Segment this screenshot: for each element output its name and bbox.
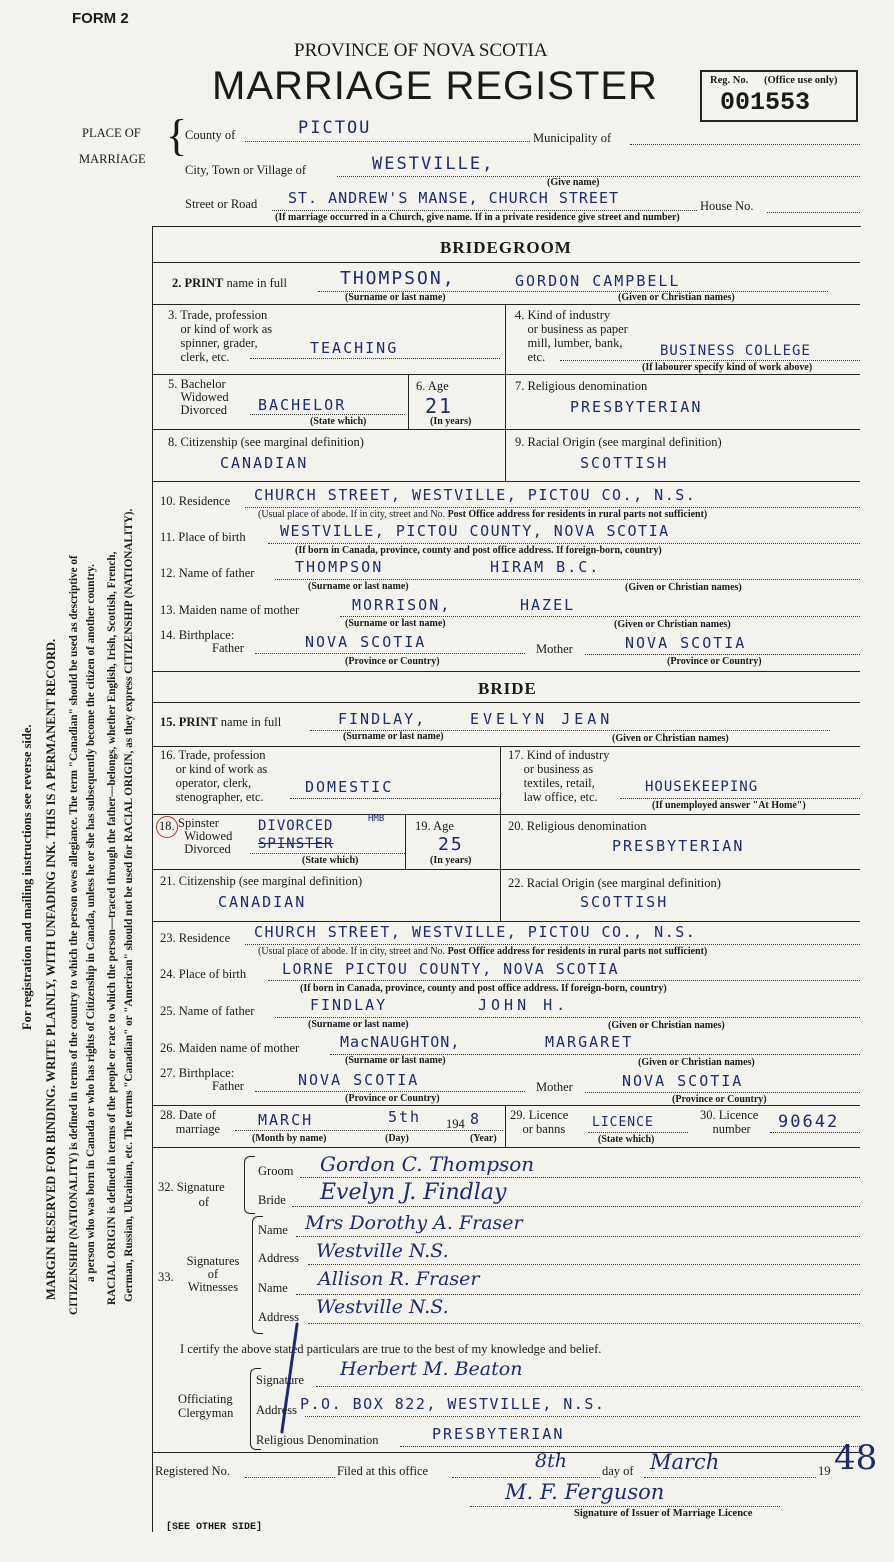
margin-line-4: a person who was born in Canada or who has rights of Citizenship in Canada, unless he or she has subsequently become the citizen of another country. xyxy=(85,564,97,1282)
county-label: County of xyxy=(185,128,236,142)
issuer-signature: M. F. Ferguson xyxy=(505,1480,665,1504)
groom-mother-surname: MORRISON, xyxy=(352,596,452,614)
groom-father-birthplace: NOVA SCOTIA xyxy=(305,633,427,651)
marriage-month: MARCH xyxy=(258,1111,314,1129)
licence-type: LICENCE xyxy=(592,1115,654,1130)
groom-citizenship: CANADIAN xyxy=(220,454,309,472)
bride-mother-birthplace: NOVA SCOTIA xyxy=(622,1072,744,1090)
page-title: MARRIAGE REGISTER xyxy=(212,64,658,108)
witness-2-name: Allison R. Fraser xyxy=(318,1268,480,1290)
bride-given: EVELYN JEAN xyxy=(470,710,614,728)
witness-1-address: Westville N.S. xyxy=(316,1240,449,1262)
margin-line-1: For registration and mailing instructions see reverse side. xyxy=(20,724,34,1030)
bride-mother-surname: MacNAUGHTON, xyxy=(340,1033,461,1051)
reg-no-note: (Office use only) xyxy=(764,75,838,86)
groom-mother-given: HAZEL xyxy=(520,596,576,614)
groom-industry: BUSINESS COLLEGE xyxy=(660,343,811,359)
margin-line-3: CITIZENSHIP (NATIONALITY) is defined in terms of the country to which the person owes allegiance. The term "Canadian" should be used as descriptive of xyxy=(68,555,80,1315)
bride-heading: BRIDE xyxy=(478,679,537,698)
bride-signature: Evelyn J. Findlay xyxy=(320,1180,507,1205)
street-caption: (If marriage occurred in a Church, give name. If in a private residence give street and number) xyxy=(275,212,680,223)
clergy-address: P.O. BOX 822, WESTVILLE, N.S. xyxy=(300,1395,606,1413)
licence-number: 90642 xyxy=(778,1112,840,1132)
street-label: Street or Road xyxy=(185,197,258,211)
bride-father-surname: FINDLAY xyxy=(310,996,388,1014)
groom-mother-birthplace: NOVA SCOTIA xyxy=(625,634,747,652)
bride-status-struck: SPINSTER xyxy=(258,836,334,852)
bride-age: 25 xyxy=(438,834,464,855)
municipality-label: Municipality of xyxy=(533,131,612,145)
groom-origin: SCOTTISH xyxy=(580,454,669,472)
groom-father-surname: THOMPSON xyxy=(295,558,384,576)
bride-birthplace: LORNE PICTOU COUNTY, NOVA SCOTIA xyxy=(282,960,619,978)
reg-no-value: 001553 xyxy=(720,88,811,117)
certification-statement: I certify the above stated particulars are true to the best of my knowledge and belief. xyxy=(180,1342,602,1356)
groom-surname: THOMPSON, xyxy=(340,268,456,289)
see-other-side: [SEE OTHER SIDE] xyxy=(166,1522,263,1533)
marriage-day: 5th xyxy=(388,1108,422,1126)
groom-age: 21 xyxy=(425,394,454,418)
bride-trade: DOMESTIC xyxy=(305,778,394,796)
city-label: City, Town or Village of xyxy=(185,163,307,177)
province-heading: PROVINCE OF NOVA SCOTIA xyxy=(294,40,548,61)
city-value: WESTVILLE, xyxy=(372,154,495,174)
filed-day: 8th xyxy=(535,1450,567,1472)
groom-trade: TEACHING xyxy=(310,339,399,357)
witness-2-address: Westville N.S. xyxy=(316,1296,449,1318)
bridegroom-heading: BRIDEGROOM xyxy=(440,238,572,257)
give-name-caption: (Give name) xyxy=(547,177,600,188)
place-brace: { xyxy=(166,111,188,160)
bride-origin: SCOTTISH xyxy=(580,893,669,911)
bride-industry: HOUSEKEEPING xyxy=(645,779,759,795)
groom-residence: CHURCH STREET, WESTVILLE, PICTOU CO., N.S. xyxy=(254,486,697,504)
groom-signature: Gordon C. Thompson xyxy=(320,1152,535,1176)
filed-year: 48 xyxy=(834,1438,878,1478)
margin-line-5: RACIAL ORIGIN is defined in terms of the people or race to which the person—traced through the father—belongs, whether English, Irish, Scottish, French, xyxy=(106,551,118,1305)
groom-print-label: 2. PRINT name in full xyxy=(172,276,287,290)
reg-no-box xyxy=(700,70,858,122)
county-value: PICTOU xyxy=(298,118,372,138)
clergy-signature: Herbert M. Beaton xyxy=(340,1358,523,1380)
place-label-1: PLACE OF xyxy=(82,126,141,140)
groom-father-given: HIRAM B.C. xyxy=(490,558,601,576)
witness-1-name: Mrs Dorothy A. Fraser xyxy=(305,1212,523,1234)
bride-father-given: JOHN H. xyxy=(478,996,570,1014)
place-label-2: MARRIAGE xyxy=(79,152,146,166)
issuer-label: Signature of Issuer of Marriage Licence xyxy=(574,1508,753,1519)
street-value: ST. ANDREW'S MANSE, CHURCH STREET xyxy=(288,189,620,207)
groom-given: GORDON CAMPBELL xyxy=(515,272,681,290)
bride-residence: CHURCH STREET, WESTVILLE, PICTOU CO., N.S. xyxy=(254,923,697,941)
bride-citizenship: CANADIAN xyxy=(218,893,307,911)
bride-status-initials: HMB xyxy=(368,814,385,824)
bride-father-birthplace: NOVA SCOTIA xyxy=(298,1071,420,1089)
reg-no-label: Reg. No. xyxy=(710,75,749,86)
groom-status: BACHELOR xyxy=(258,396,347,414)
filed-month: March xyxy=(650,1450,720,1474)
groom-birthplace: WESTVILLE, PICTOU COUNTY, NOVA SCOTIA xyxy=(280,522,670,540)
margin-line-2: MARGIN RESERVED FOR BINDING. WRITE PLAINLY, WITH UNFADING INK. THIS IS A PERMANENT RECORD. xyxy=(44,638,58,1300)
house-no-label: House No. xyxy=(700,199,754,213)
bride-status: DIVORCED xyxy=(258,818,334,834)
marriage-year: 8 xyxy=(470,1110,482,1128)
bride-mother-given: MARGARET xyxy=(545,1033,634,1051)
form-number: FORM 2 xyxy=(72,10,129,27)
bride-religion: PRESBYTERIAN xyxy=(612,837,745,855)
clergy-denomination: PRESBYTERIAN xyxy=(432,1425,565,1443)
groom-religion: PRESBYTERIAN xyxy=(570,398,703,416)
margin-line-6: German, Russian, Ukrainian, etc. The terms "Canadian" or "American" should not be used for RACIAL ORIGIN, as they express CITIZENSHIP (NATIONALITY). xyxy=(123,508,135,1302)
bride-surname: FINDLAY, xyxy=(338,710,427,728)
